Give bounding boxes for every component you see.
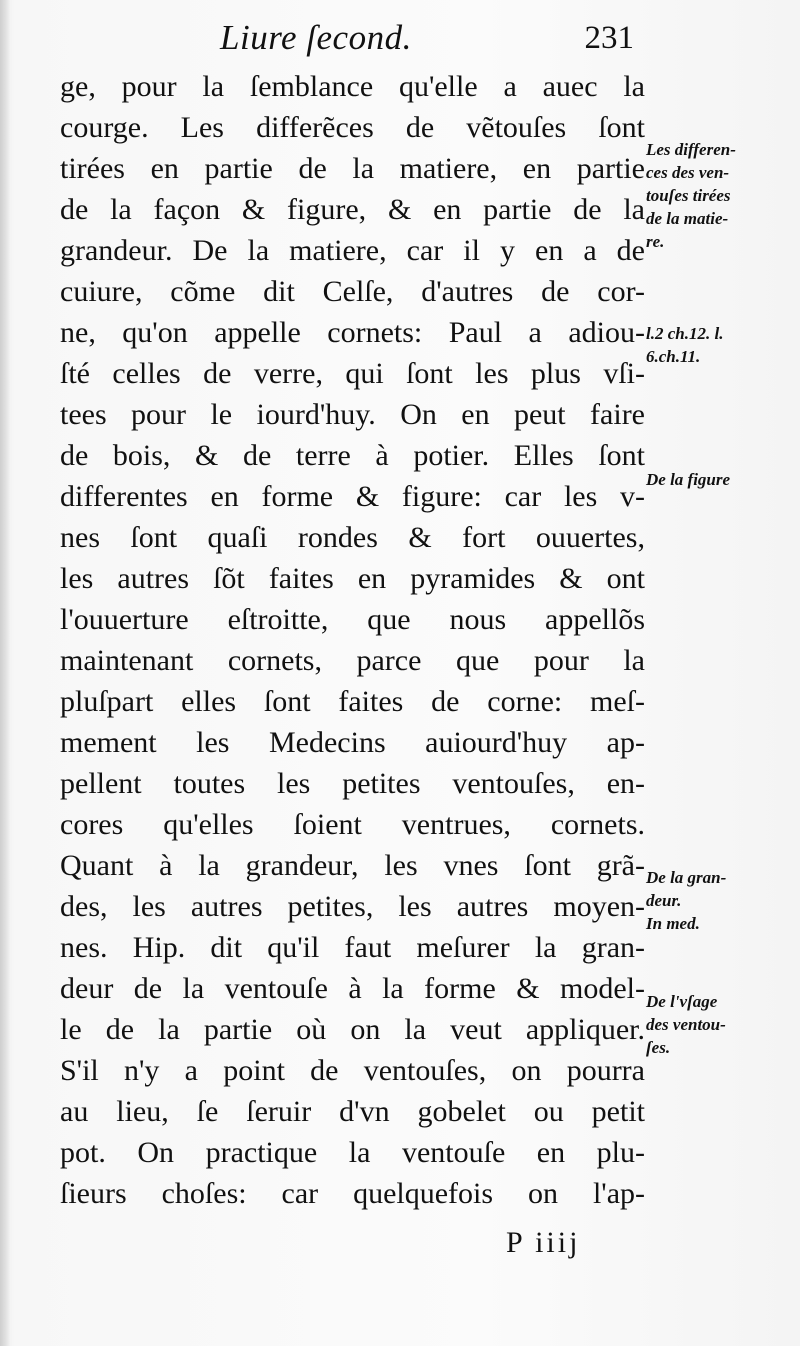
note-line: deur. xyxy=(646,891,682,910)
text-line: Quant à la grandeur, les vnes ſont grã- xyxy=(60,849,645,882)
note-line: ſes. xyxy=(646,1038,671,1057)
text-line: cuiure, cõme dit Celſe, d'autres de cor- xyxy=(60,275,645,308)
text-line: ne, qu'on appelle cornets: Paul a adiou- xyxy=(60,316,645,349)
text-line: de la façon & figure, & en partie de la xyxy=(60,193,645,226)
note-line: Les differen- xyxy=(646,140,736,159)
text-line: pluſpart elles ſont faites de corne: meſ- xyxy=(60,685,645,718)
signature-mark: P iiij xyxy=(506,1226,581,1259)
page-number: 231 xyxy=(584,20,634,56)
text-line: deur de la ventouſe à la forme & model- xyxy=(60,972,645,1005)
text-line: ſté celles de verre, qui ſont les plus vſi- xyxy=(60,357,645,390)
text-line: le de la partie où on la veut appliquer. xyxy=(60,1013,645,1046)
note-usage xyxy=(646,990,796,1059)
marginal-notes xyxy=(646,0,796,1346)
text-line: l'ouuerture eſtroitte, que nous appellõs xyxy=(60,603,645,636)
text-line: cores qu'elles ſoient ventrues, cornets. xyxy=(60,808,645,841)
text-line: mement les Medecins auiourd'huy ap- xyxy=(60,726,645,759)
text-line: nes ſont quaſi rondes & fort ouuertes, xyxy=(60,521,645,554)
text-line: au lieu, ſe ſeruir d'vn gobelet ou petit xyxy=(60,1095,645,1128)
note-differences xyxy=(646,138,796,253)
text-line: pellent toutes les petites ventouſes, en- xyxy=(60,767,645,800)
text-line: nes. Hip. dit qu'il faut meſurer la gran- xyxy=(60,931,645,964)
note-line: In med. xyxy=(646,914,700,933)
running-title: Liure ſecond. xyxy=(220,18,412,57)
text-line: S'il n'y a point de ventouſes, on pourra xyxy=(60,1054,645,1087)
text-line: ſieurs choſes: car quelquefois on l'ap- xyxy=(60,1177,645,1210)
main-text-block xyxy=(60,66,645,1214)
text-line: courge. Les differẽces de vẽtouſes ſont xyxy=(60,111,645,144)
note-line: re. xyxy=(646,232,665,251)
note-reference xyxy=(646,322,796,368)
text-line: differentes en forme & figure: car les v- xyxy=(60,480,645,513)
note-line: touſes tirées xyxy=(646,186,731,205)
note-line: l.2 ch.12. l. xyxy=(646,324,724,343)
note-grandeur xyxy=(646,866,796,935)
note-line: de la matie- xyxy=(646,209,729,228)
text-line: maintenant cornets, parce que pour la xyxy=(60,644,645,677)
text-line: les autres ſõt faites en pyramides & ont xyxy=(60,562,645,595)
note-line: ces des ven- xyxy=(646,163,730,182)
text-line: pot. On practique la ventouſe en plu- xyxy=(60,1136,645,1169)
note-line: De la gran- xyxy=(646,868,727,887)
text-line: de bois, & de terre à potier. Elles ſont xyxy=(60,439,645,472)
note-line: De la figure xyxy=(646,470,731,489)
text-line: grandeur. De la matiere, car il y en a de xyxy=(60,234,645,267)
note-line: des ventou- xyxy=(646,1015,726,1034)
note-line: 6.ch.11. xyxy=(646,347,701,366)
page-gutter-shadow xyxy=(0,0,10,1346)
note-figure xyxy=(646,468,796,491)
text-line: des, les autres petites, les autres moyen- xyxy=(60,890,645,923)
text-line: ge, pour la ſemblance qu'elle a auec la xyxy=(60,70,645,103)
note-line: De l'vſage xyxy=(646,992,718,1011)
text-line: tirées en partie de la matiere, en partie xyxy=(60,152,645,185)
page-header xyxy=(60,16,640,62)
text-line: tees pour le iourd'huy. On en peut faire xyxy=(60,398,645,431)
